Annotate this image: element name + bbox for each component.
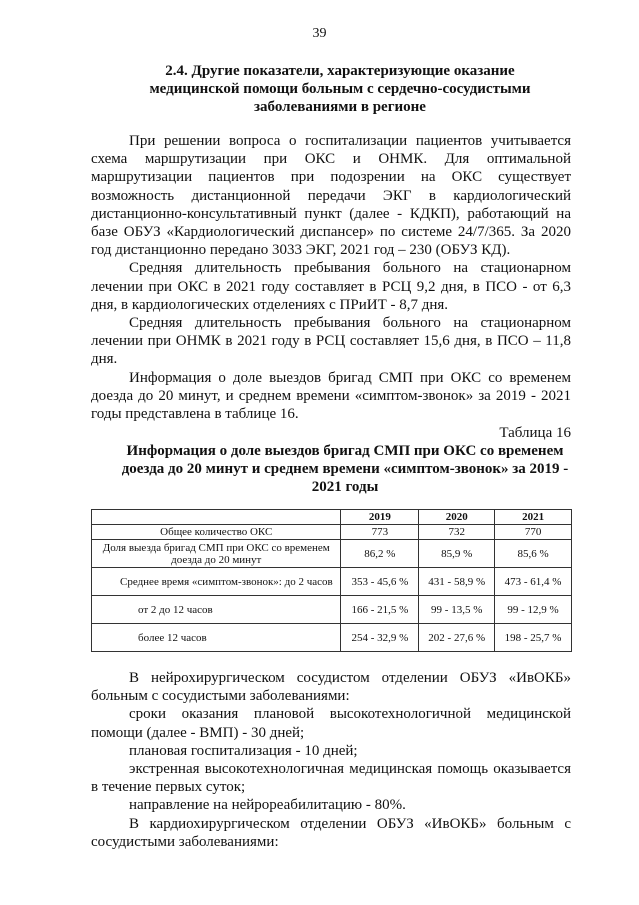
data-table <box>91 509 572 652</box>
table-cell: 85,6 % <box>495 540 572 568</box>
page-number: 39 <box>312 26 327 41</box>
table-cell: 254 - 32,9 % <box>341 624 419 652</box>
table-cell: 431 - 58,9 % <box>419 568 495 596</box>
table-label: Таблица 16 <box>499 425 571 441</box>
table-row <box>92 540 572 568</box>
table-cell: 770 <box>495 525 572 540</box>
paragraph: направление на нейрореабилитацию - 80%. <box>129 797 406 814</box>
table-row <box>92 525 572 540</box>
table-header-cell: 2019 <box>341 510 419 525</box>
table-header-cell: 2020 <box>419 510 495 525</box>
table-row-label: от 2 до 12 часов <box>92 596 341 624</box>
table-row-label: Среднее время «симптом-звонок»: до 2 часов <box>92 568 341 596</box>
intro-text <box>91 132 571 423</box>
table-cell: 198 - 25,7 % <box>495 624 572 652</box>
table-cell: 86,2 % <box>341 540 419 568</box>
table-cell: 773 <box>341 525 419 540</box>
table-row <box>92 596 572 624</box>
table-row <box>92 568 572 596</box>
table-cell: 85,9 % <box>419 540 495 568</box>
table-row-label: Доля выезда бригад СМП при ОКС со временем доезда до 20 минут <box>92 540 341 568</box>
paragraph: В кардиохирургическом отделении ОБУЗ «ИвОКБ» больным с сосудистыми заболеваниями: <box>91 815 571 850</box>
paragraph: сроки оказания плановой высокотехнологичной медицинской помощи (далее - ВМП) - 30 дней; <box>91 706 571 741</box>
paragraph: При решении вопроса о госпитализации пациентов учитывается схема маршрутизации при ОКС и ОНМК. Для оптимальной маршрутизации пациентов при подозрении на ОКС существует возможность дистанционной передачи ЭКГ в кардиологический дистанционно-консультативный пункт (далее - КДКП), работающий на базе ОБУЗ «Кардиологический диспансер» по системе 24/7/365. За 2020 год дистанционно передано 3033 ЭКГ, 2021 год – 230 (ОБУЗ КД). <box>91 133 571 259</box>
paragraph: Средняя длительность пребывания больного на стационарном лечении при ОНМК в 2021 году в РСЦ составляет 15,6 дня, в ПСО – 11,8 дня. <box>91 315 571 368</box>
table-title: Информация о доле выездов бригад СМП при ОКС со временем доезда до 20 минут и среднем времени «симптом-звонок» за 2019 - 2021 годы <box>121 443 569 495</box>
table-cell: 202 - 27,6 % <box>419 624 495 652</box>
table-cell: 99 - 12,9 % <box>495 596 572 624</box>
table-cell: 353 - 45,6 % <box>341 568 419 596</box>
paragraph: Информация о доле выездов бригад СМП при ОКС со временем доезда до 20 минут, и среднем времени «симптом-звонок» за 2019 - 2021 годы представлена в таблице 16. <box>91 369 571 423</box>
paragraph: В нейрохирургическом сосудистом отделении ОБУЗ «ИвОКБ» больным с сосудистыми заболеваниями: <box>91 670 571 705</box>
table-header-cell <box>92 510 341 525</box>
table-row <box>92 624 572 652</box>
paragraph: экстренная высокотехнологичная медицинская помощь оказывается в течение первых суток; <box>91 761 571 796</box>
table-cell: 166 - 21,5 % <box>341 596 419 624</box>
table-row-label: более 12 часов <box>92 624 341 652</box>
paragraph: плановая госпитализация - 10 дней; <box>129 742 358 759</box>
table-cell: 473 - 61,4 % <box>495 568 572 596</box>
table-header-cell: 2021 <box>495 510 572 525</box>
after-table-text <box>91 669 571 851</box>
table-cell: 99 - 13,5 % <box>419 596 495 624</box>
section-title: 2.4. Другие показатели, характеризующие оказание медицинской помощи больным с сердечно-сосудистыми заболеваниями в регионе <box>149 63 531 115</box>
table-header-row <box>92 510 572 525</box>
paragraph: Средняя длительность пребывания больного на стационарном лечении при ОКС в 2021 году составляет в РСЦ 9,2 дня, в ПСО - от 6,3 дня, в кардиологических отделениях с ПРиИТ - 8,7 дня. <box>91 260 571 313</box>
table-cell: 732 <box>419 525 495 540</box>
table-row-label: Общее количество ОКС <box>92 525 341 540</box>
